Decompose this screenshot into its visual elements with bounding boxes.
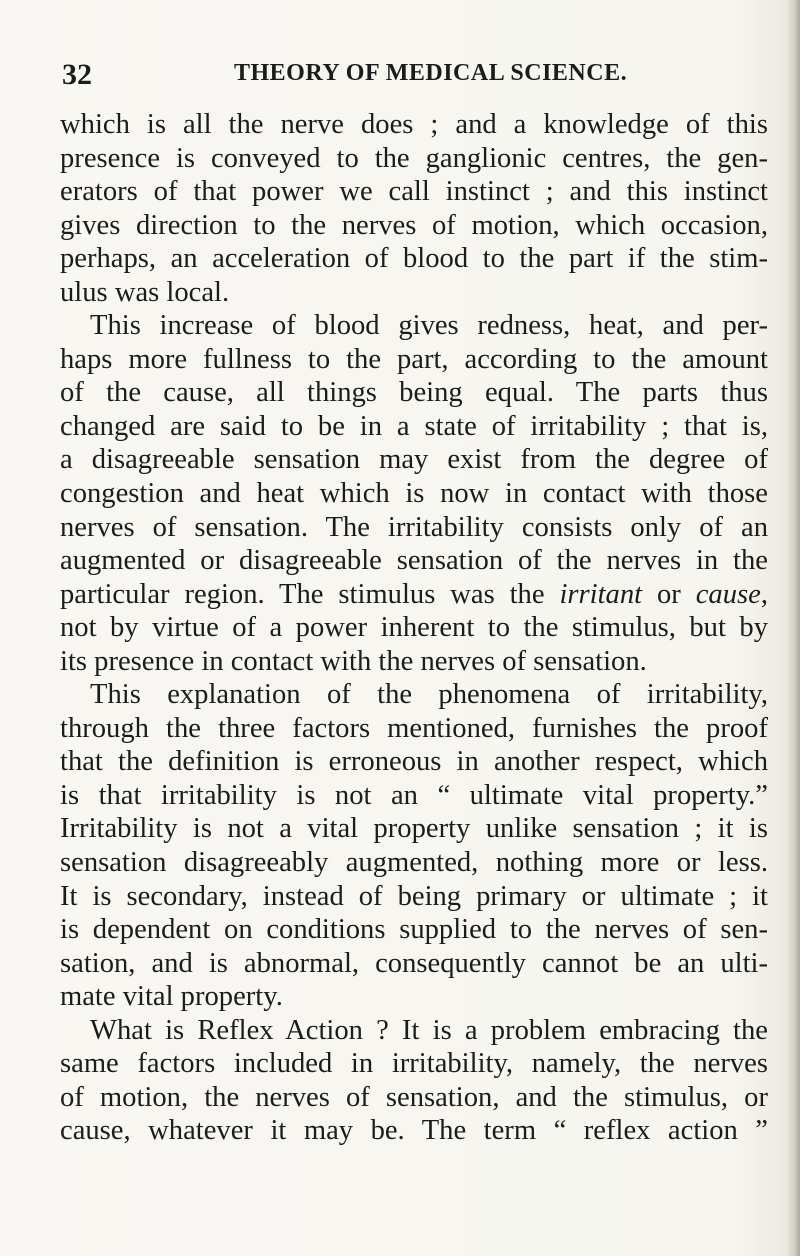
text-line: is dependent on conditions supplied to the nerves of sen-	[60, 914, 768, 946]
text-line: It is secondary, instead of being primary or ultimate ; it	[60, 880, 768, 912]
text-line: gives direction to the nerves of motion, which occasion,	[60, 209, 768, 241]
text-line: its presence in contact with the nerves of sensation.	[60, 645, 647, 677]
text-line: augmented or disagreeable sensation of the nerves in the	[60, 545, 768, 577]
page-edge-shadow	[786, 0, 800, 1256]
text-line: sensation disagreeably augmented, nothing more or less.	[60, 847, 768, 879]
text-line: What is Reflex Action ? It is a problem embracing the	[90, 1014, 768, 1046]
text-line: not by virtue of a power inherent to the stimulus, but by	[60, 612, 768, 644]
text-line: a disagreeable sensation may exist from the degree of	[60, 444, 768, 476]
text-line: mate vital property.	[60, 981, 283, 1013]
text-line: nerves of sensation. The irritability consists only of an	[60, 511, 768, 543]
text-segment: ,	[760, 578, 768, 610]
text-line-with-italics	[60, 578, 768, 612]
text-line: changed are said to be in a state of irritability ; that is,	[60, 410, 768, 442]
running-title: THEORY OF MEDICAL SCIENCE.	[234, 60, 628, 86]
text-line: through the three factors mentioned, furnishes the proof	[60, 712, 768, 744]
text-line: haps more fullness to the part, according to the amount	[60, 343, 768, 375]
text-line: perhaps, an acceleration of blood to the part if the stim-	[60, 243, 768, 275]
text-line: of motion, the nerves of sensation, and the stimulus, or	[60, 1081, 768, 1113]
text-line: presence is conveyed to the ganglionic centres, the gen-	[60, 142, 768, 174]
text-line: is that irritability is not an “ ultimate vital property.”	[60, 779, 768, 811]
text-line: cause, whatever it may be. The term “ reflex action ”	[60, 1115, 768, 1147]
text-line: This increase of blood gives redness, heat, and per-	[90, 310, 768, 342]
text-line: Irritability is not a vital property unlike sensation ; it is	[60, 813, 768, 845]
text-line: This explanation of the phenomena of irritability,	[90, 679, 768, 711]
text-line: same factors included in irritability, namely, the nerves	[60, 1048, 768, 1080]
italic-term-cause: cause	[695, 578, 761, 610]
text-line: erators of that power we call instinct ; and this instinct	[60, 176, 768, 208]
text-line: which is all the nerve does ; and a knowledge of this	[60, 109, 768, 140]
text-line: ulus was local.	[60, 276, 230, 308]
text-segment: or	[642, 578, 696, 610]
body-text	[60, 108, 768, 1148]
running-header	[62, 58, 782, 92]
text-line: congestion and heat which is now in contact with those	[60, 478, 768, 510]
text-line: sation, and is abnormal, consequently cannot be an ulti-	[60, 947, 768, 979]
text-segment: particular region. The stimulus was the	[60, 578, 545, 610]
text-line: that the definition is erroneous in another respect, which	[60, 746, 768, 778]
text-line: of the cause, all things being equal. The parts thus	[60, 377, 768, 409]
page-number: 32	[62, 58, 92, 91]
italic-term-irritant: irritant	[559, 578, 643, 610]
